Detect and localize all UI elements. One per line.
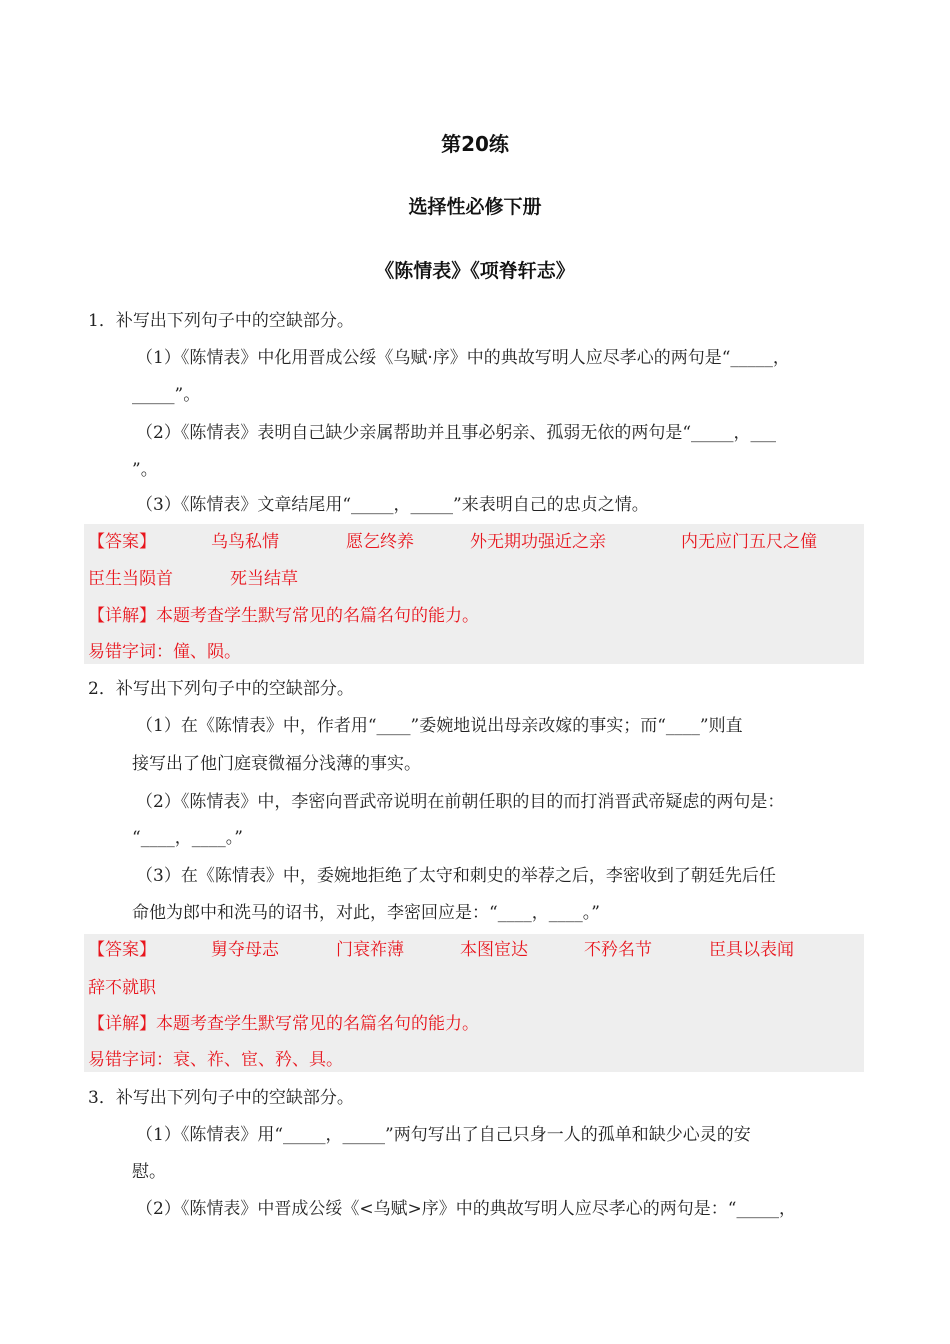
- question-2-sub-2: （2）《陈情表》中，李密向晋武帝说明在前朝任职的目的而打消晋武帝疑虑的两句是：: [136, 792, 785, 812]
- answer-item: 门衰祚薄: [336, 940, 404, 960]
- answer-item: 辞不就职: [88, 978, 156, 998]
- answer-item: 臣生当陨首: [88, 569, 173, 589]
- question-2-sub-3-cont: 命他为郎中和洗马的诏书，对此，李密回应是：“____，____。”: [132, 903, 600, 923]
- explanation: 【详解】本题考查学生默写常见的名篇名句的能力。: [88, 606, 479, 626]
- question-2-sub-1-cont: 接写出了他门庭衰微福分浅薄的事实。: [132, 754, 421, 774]
- question-1-stem: 1．补写出下列句子中的空缺部分。: [88, 311, 354, 331]
- answer-item: 不矜名节: [584, 940, 652, 960]
- explanation: 【详解】本题考查学生默写常见的名篇名句的能力。: [88, 1014, 479, 1034]
- question-2-stem: 2．补写出下列句子中的空缺部分。: [88, 679, 354, 699]
- question-1-sub-2-cont: ”。: [132, 460, 158, 480]
- question-2-sub-1: （1）在《陈情表》中，作者用“____”委婉地说出母亲改嫁的事实；而“____”则直: [136, 716, 743, 736]
- error-prone-words: 易错字词：僮、陨。: [88, 642, 241, 662]
- question-1-sub-3: （3）《陈情表》文章结尾用“_____，_____”来表明自己的忠贞之情。: [136, 495, 649, 515]
- lesson-title: 第20练: [441, 132, 509, 156]
- answer-item: 愿乞终养: [346, 532, 414, 552]
- question-3-stem: 3．补写出下列句子中的空缺部分。: [88, 1088, 354, 1108]
- error-prone-words: 易错字词：衰、祚、宦、矜、具。: [88, 1050, 343, 1070]
- answer-label: 【答案】: [88, 940, 156, 960]
- question-2-sub-3: （3）在《陈情表》中，委婉地拒绝了太守和刺史的举荐之后，李密收到了朝廷先后任: [136, 866, 776, 886]
- question-3-sub-2: （2）《陈情表》中晋成公绥《<乌赋>序》中的典故写明人应尽孝心的两句是：“_____，: [136, 1199, 796, 1219]
- answer-item: 内无应门五尺之僮: [681, 532, 817, 552]
- question-3-sub-1-cont: 慰。: [132, 1162, 166, 1182]
- question-1-sub-2: （2）《陈情表》表明自己缺少亲属帮助并且事必躬亲、孤弱无依的两句是“_____，___: [136, 423, 777, 443]
- answer-item: 外无期功强近之亲: [470, 532, 606, 552]
- answer-item: 乌鸟私情: [211, 532, 279, 552]
- answer-label: 【答案】: [88, 532, 156, 552]
- question-3-sub-1: （1）《陈情表》用“_____，_____”两句写出了自己只身一人的孤单和缺少心灵的安: [136, 1125, 751, 1145]
- answer-item: 本图宦达: [460, 940, 528, 960]
- question-1-sub-1: （1）《陈情表》中化用晋成公绥《乌赋·序》中的典故写明人应尽孝心的两句是“_____，: [136, 348, 790, 368]
- answer-item: 死当结草: [230, 569, 298, 589]
- answer-item: 臣具以表闻: [709, 940, 794, 960]
- answer-item: 舅夺母志: [211, 940, 279, 960]
- question-1-sub-1-cont: _____”。: [132, 385, 201, 405]
- book-title: 选择性必修下册: [408, 196, 542, 218]
- question-2-sub-2-cont: “____，____。”: [132, 828, 243, 848]
- texts-title: 《陈情表》《项脊轩志》: [375, 260, 575, 282]
